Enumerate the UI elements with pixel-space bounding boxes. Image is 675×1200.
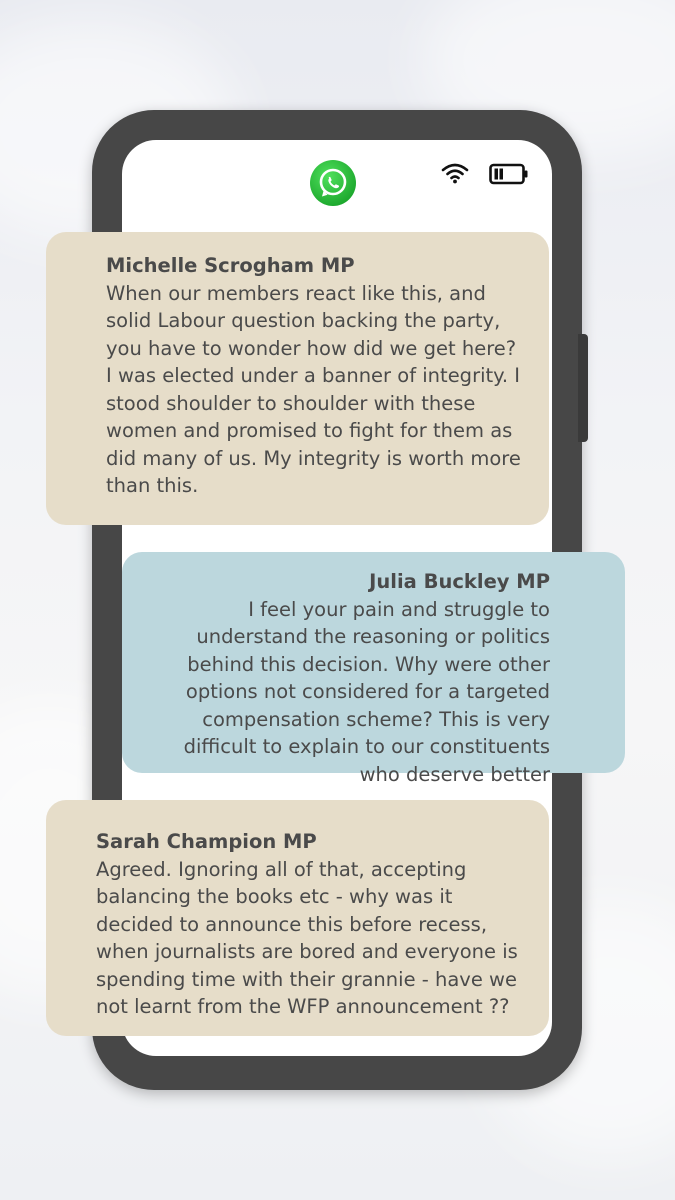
message-bubble-3	[46, 800, 549, 1036]
whatsapp-icon	[308, 158, 358, 208]
message-sender: Sarah Champion MP	[96, 830, 317, 853]
message-text: Agreed. Ignoring all of that, accepting balancing the books etc - why was it decided to announce this before recess, when journalists are bored and everyone is spending time with their grannie - have we not learnt from the WFP announcement ??	[96, 857, 518, 1018]
phone-side-button	[578, 334, 588, 442]
message-sender: Julia Buckley MP	[369, 570, 550, 593]
message-text: When our members react like this, and solid Labour question backing the party, you have to wonder how did we get here? I was elected under a banner of integrity. I stood shoulder to shoulder with these women and promised to fight for them as did many of us. My integrity is worth more than this.	[106, 281, 521, 497]
wifi-icon	[441, 161, 469, 185]
message-bubble-2	[122, 552, 625, 786]
message-text: I feel your pain and struggle to understand the reasoning or politics behind this decision. Why were other options not considered for a targeted compensation scheme? This is very difficult to explain to our constituents who deserve better	[183, 597, 550, 786]
battery-low-icon	[489, 163, 529, 185]
message-sender: Michelle Scrogham MP	[106, 254, 355, 277]
message-bubble-1	[46, 232, 549, 525]
